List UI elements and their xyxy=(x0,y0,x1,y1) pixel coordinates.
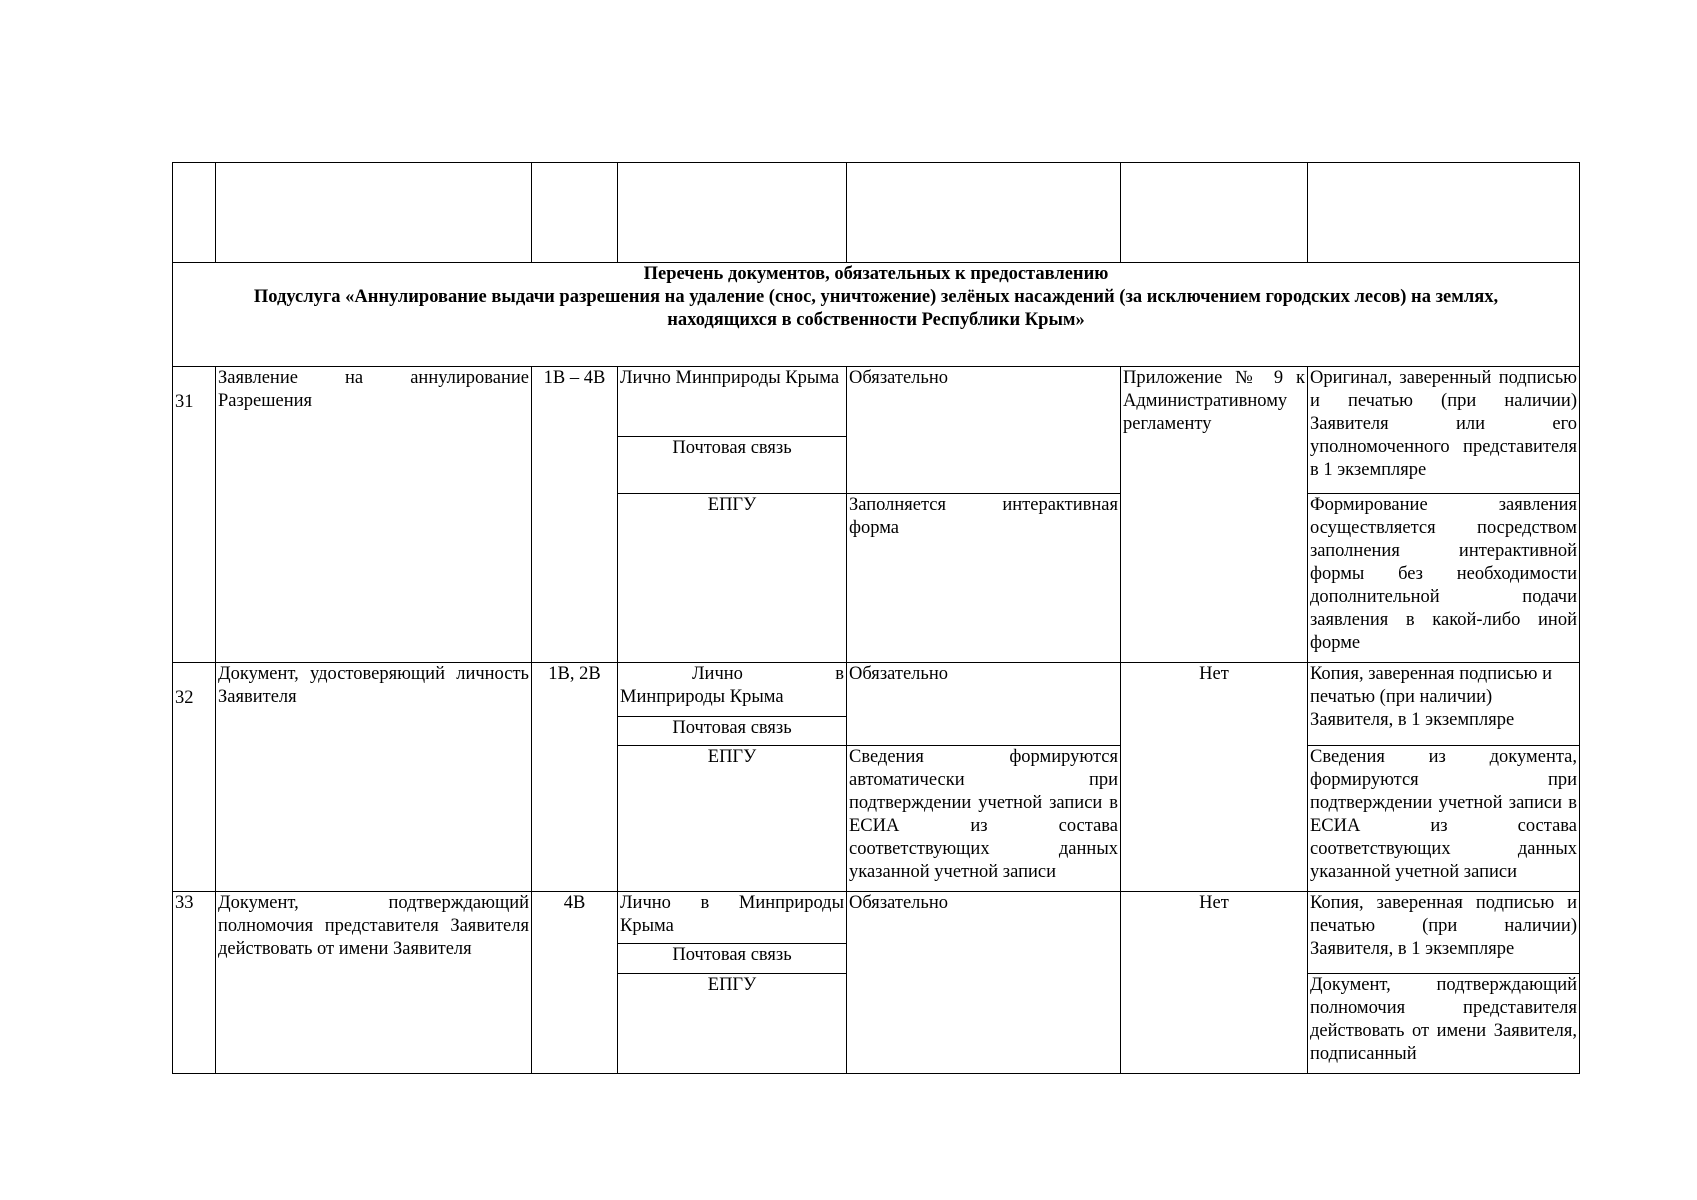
channel-epgu: ЕПГУ xyxy=(618,494,847,663)
channel-mail: Почтовая связь xyxy=(618,717,847,746)
channel-in-person: Лично Минприроды Крыма xyxy=(618,367,847,437)
channel-mail: Почтовая связь xyxy=(618,437,847,494)
section-header-row xyxy=(173,263,1580,367)
section-subtitle-line1: Подуслуга «Аннулирование выдачи разрешения на удаление (снос, уничтожение) зелёных насаждений (за исключением городских лесов) на землях, xyxy=(253,287,1499,307)
submission-form-epgu: Сведения из документа, формируются при подтверждении учетной записи в ЕСИА из состава соответствующих данных указанной учетной записи xyxy=(1308,746,1580,892)
template-reference: Нет xyxy=(1121,663,1308,892)
channel-in-person: Лично в Минприроды Крыма xyxy=(618,663,847,717)
template-reference: Нет xyxy=(1121,892,1308,1074)
submission-form: Оригинал, заверенный подписью и печатью (при наличии) Заявителя или его уполномоченного представителя в 1 экземпляре xyxy=(1308,367,1580,494)
channel-in-person: Лично в Минприроды Крыма xyxy=(618,892,847,944)
channel-mail: Почтовая связь xyxy=(618,944,847,974)
empty-cell xyxy=(1121,163,1308,263)
documents-table xyxy=(172,162,1580,1074)
row-number: 31 xyxy=(173,367,216,663)
section-subtitle-line2: находящихся в собственности Республики Крым» xyxy=(667,310,1085,330)
table-row xyxy=(173,892,1580,944)
table-row xyxy=(173,663,1580,717)
document-name: Документ, подтверждающий полномочия представителя Заявителя действовать от имени Заявителя xyxy=(216,892,532,1074)
applicant-categories: 4В xyxy=(532,892,618,1074)
empty-cell xyxy=(618,163,847,263)
applicant-categories: 1В, 2В xyxy=(532,663,618,892)
document-name: Заявление на аннулирование Разрешения xyxy=(216,367,532,663)
empty-cell xyxy=(1308,163,1580,263)
requirement-epgu: Заполняется интерактивная форма xyxy=(847,494,1121,663)
channel-epgu: ЕПГУ xyxy=(618,974,847,1074)
submission-form: Копия, заверенная подписью и печатью (при наличии) Заявителя, в 1 экземпляре xyxy=(1308,892,1580,974)
table-row xyxy=(173,367,1580,437)
empty-cell xyxy=(173,163,216,263)
requirement: Обязательно xyxy=(847,892,1121,1074)
empty-cell xyxy=(216,163,532,263)
row-number: 33 xyxy=(173,892,216,1074)
submission-form-epgu: Формирование заявления осуществляется посредством заполнения интерактивной формы без необходимости дополнительной подачи заявления в какой-либо иной форме xyxy=(1308,494,1580,663)
empty-cell xyxy=(532,163,618,263)
submission-form: Копия, заверенная подписью и печатью (при наличии) Заявителя, в 1 экземпляре xyxy=(1308,663,1580,746)
document-name: Документ, удостоверяющий личность Заявителя xyxy=(216,663,532,892)
section-header xyxy=(173,263,1580,367)
requirement: Обязательно xyxy=(847,663,1121,746)
section-title: Перечень документов, обязательных к предоставлению xyxy=(643,264,1109,284)
requirement-epgu: Сведения формируются автоматически при подтверждении учетной записи в ЕСИА из состава соответствующих данных указанной учетной записи xyxy=(847,746,1121,892)
applicant-categories: 1В – 4В xyxy=(532,367,618,663)
empty-cell xyxy=(847,163,1121,263)
requirement: Обязательно xyxy=(847,367,1121,494)
empty-header-row xyxy=(173,163,1580,263)
template-reference: Приложение № 9 к Административному регламенту xyxy=(1121,367,1308,663)
submission-form-epgu: Документ, подтверждающий полномочия представителя действовать от имени Заявителя, подписанный xyxy=(1308,974,1580,1074)
row-number: 32 xyxy=(173,663,216,892)
channel-epgu: ЕПГУ xyxy=(618,746,847,892)
